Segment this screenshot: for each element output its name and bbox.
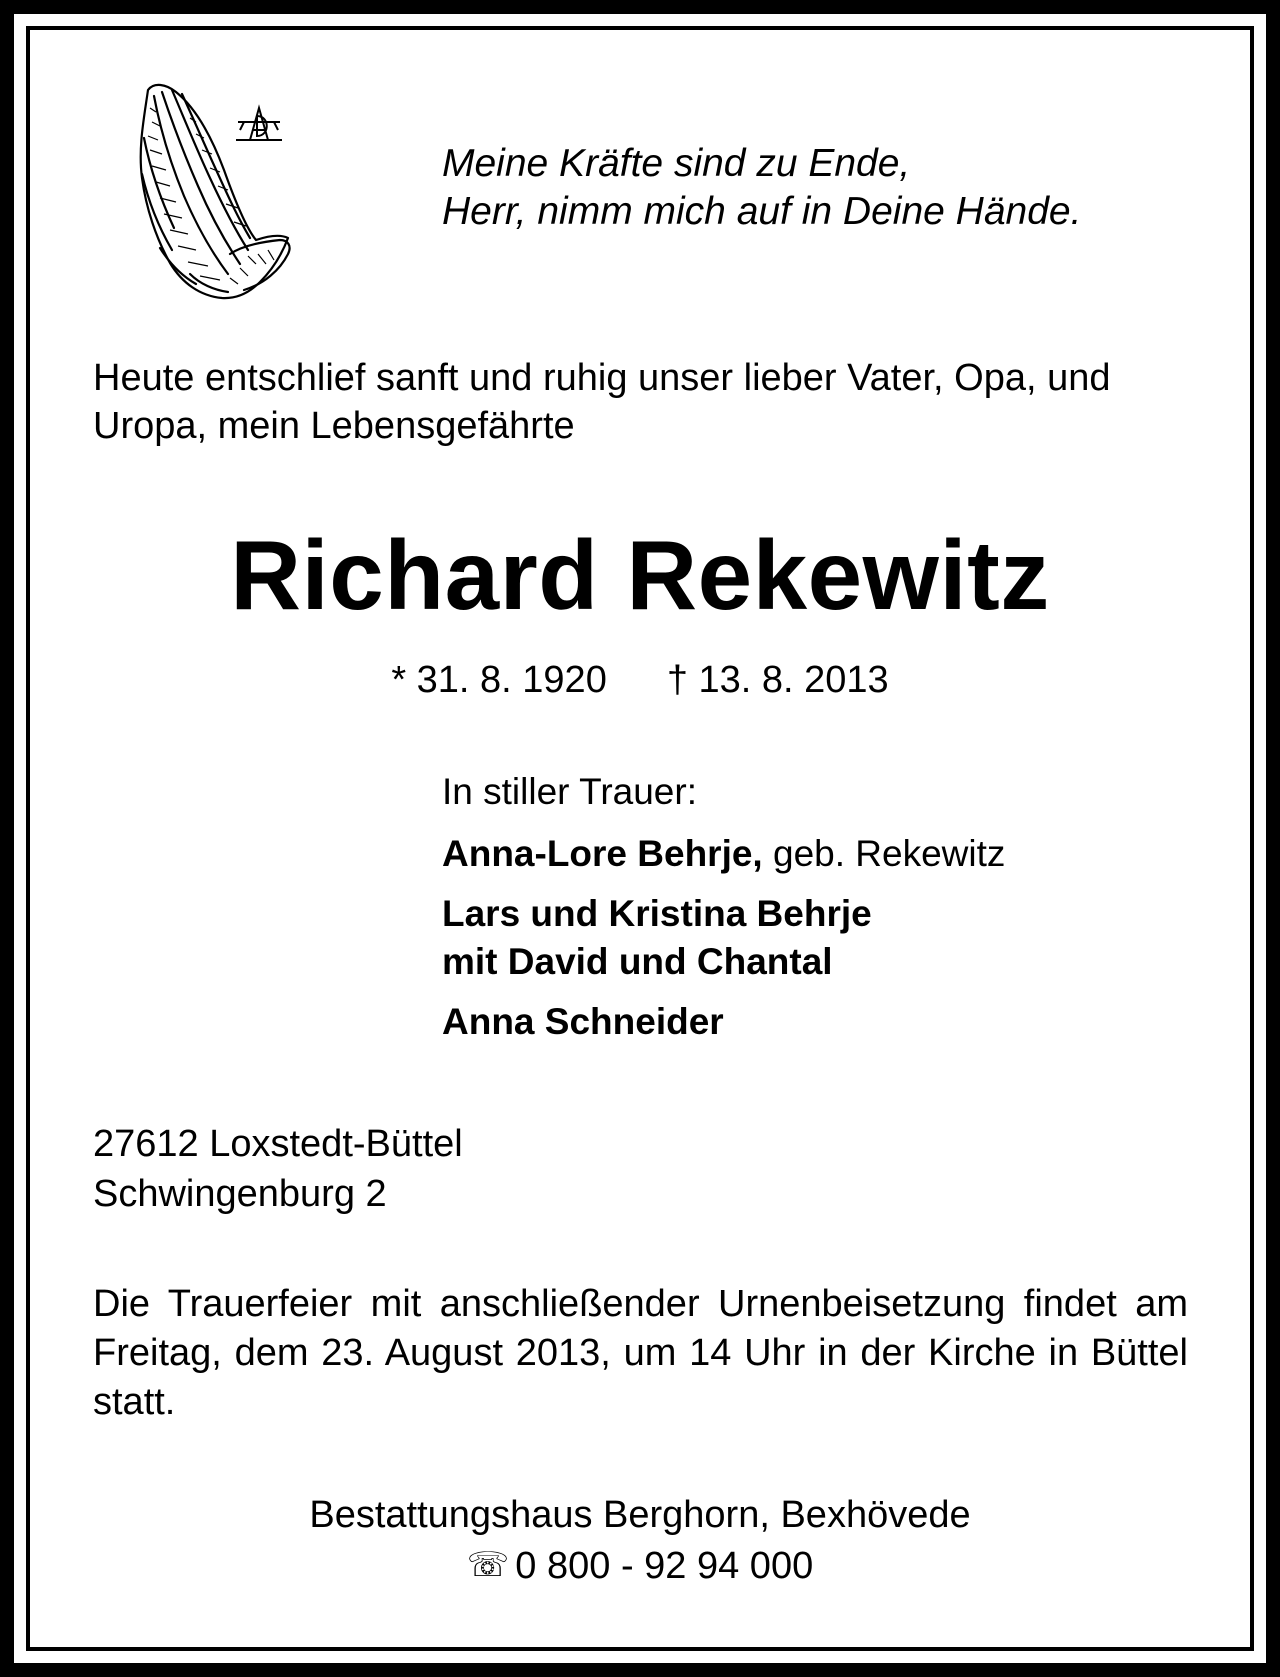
death-date: † 13. 8. 2013	[666, 659, 889, 701]
monogram-mark	[236, 108, 282, 140]
address-street: Schwingenburg 2	[93, 1173, 387, 1215]
verse-line-1: Meine Kräfte sind zu Ende,	[442, 142, 911, 185]
ceremony-text: Die Trauerfeier mit anschließender Urnenbeisetzung findet am Freitag, dem 23. August 2013, um 14 Uhr in der Kirche in Büttel statt.	[93, 1283, 1188, 1423]
birth-date: * 31. 8. 1920	[391, 659, 607, 701]
verse-line-2: Herr, nimm mich auf in Deine Hände.	[442, 190, 1082, 233]
mourner-entry	[442, 890, 1005, 986]
telephone-icon: ☏	[466, 1545, 510, 1585]
verse	[442, 140, 1081, 236]
mourners-heading: In stiller Trauer:	[442, 771, 697, 812]
address	[93, 1119, 463, 1219]
mourner-maiden-name: geb. Rekewitz	[762, 833, 1006, 874]
mourner-name: Lars und Kristina Behrje	[442, 893, 872, 934]
intro-text: Heute entschlief sanft und ruhig unser lieber Vater, Opa, und Uropa, mein Lebensgefährte	[93, 357, 1111, 447]
life-dates	[0, 656, 1280, 704]
mourner-name: mit David und Chantal	[442, 941, 833, 982]
funeral-home-phone	[0, 1540, 1280, 1591]
funeral-home	[0, 1490, 1280, 1591]
mourner-name: Anna Schneider	[442, 1001, 724, 1042]
deceased-name: Richard Rekewitz	[230, 520, 1050, 630]
address-city: 27612 Loxstedt-Büttel	[93, 1123, 463, 1165]
mourner-entry	[442, 830, 1005, 878]
mourner-name: Anna-Lore Behrje,	[442, 833, 763, 874]
phone-number: 0 800 - 92 94 000	[515, 1545, 814, 1587]
mourner-entry	[442, 998, 1005, 1046]
mourners-list	[442, 768, 1005, 1058]
funeral-home-name: Bestattungshaus Berghorn, Bexhövede	[309, 1494, 971, 1536]
praying-hands-icon	[130, 78, 310, 308]
